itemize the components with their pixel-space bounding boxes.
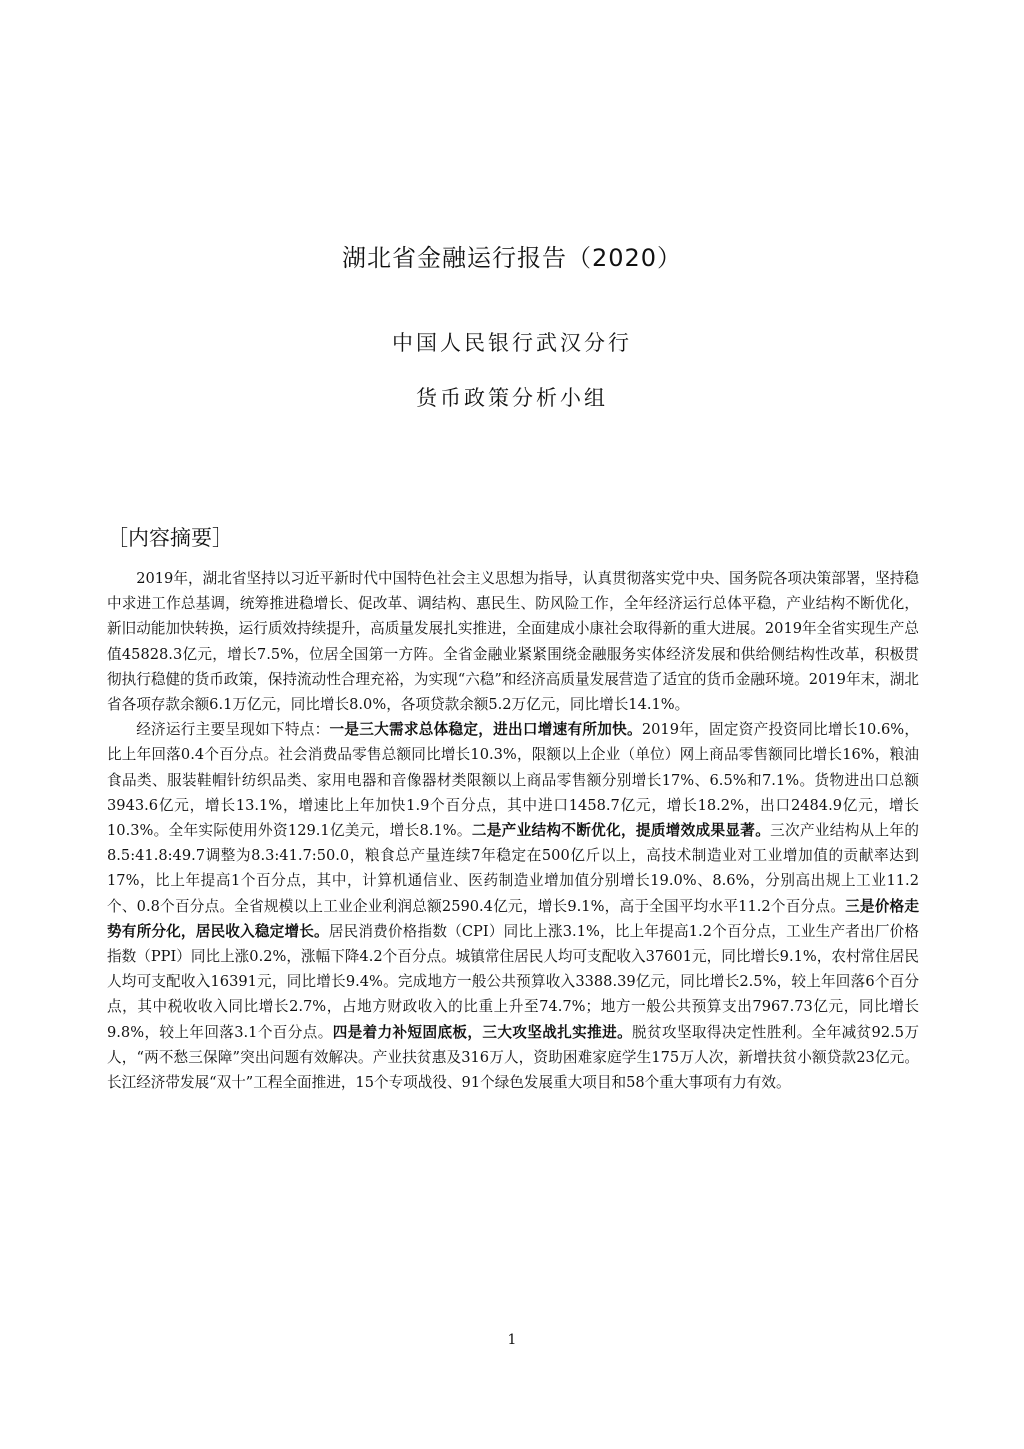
features-intro: 经济运行主要呈现如下特点： (136, 721, 330, 739)
abstract-heading: ［内容摘要］ (107, 526, 233, 550)
group-name: 货币政策分析小组 (416, 386, 608, 410)
feature-text-3: 居民消费价格指数（CPI）同比上涨3.1%，比上年提高1.2个百分点，工业生产者出厂价格指数（PPI）同比上涨0.2%，涨幅下降4.2个百分点。城镇常住居民人均可支配收入37601元，同比增长9.1%，农村常住居民人均可支配收入16391元，同比增长9.4%。完成地方一般公共预算收入3388.39亿元，同比增长2.5%，较上年回落6个百分点，其中税收收入同比增长2.7%，占地方财政收入的比重上升至74.7%；地方一般公共预算支出7967.73亿元，同比增长9.8%，较上年回落3.1个百分点。 (107, 922, 919, 1041)
feature-point-3: 三是价格走势有所分化，居民收入稳定增长。 (107, 897, 919, 940)
abstract-body (107, 566, 919, 1095)
feature-point-1: 一是三大需求总体稳定，进出口增速有所加快。 (329, 721, 642, 739)
organization-name: 中国人民银行武汉分行 (392, 331, 632, 355)
page-number: 1 (507, 1332, 517, 1348)
paragraph-features (107, 717, 919, 1095)
report-title: 湖北省金融运行报告（2020） (341, 244, 683, 272)
paragraph-overview: 2019年，湖北省坚持以习近平新时代中国特色社会主义思想为指导，认真贯彻落实党中央、国务院各项决策部署，坚持稳中求进工作总基调，统筹推进稳增长、促改革、调结构、惠民生、防风险工作，全年经济运行总体平稳，产业结构不断优化，新旧动能加快转换，运行质效持续提升，高质量发展扎实推进，全面建成小康社会取得新的重大进展。2019年全省实现生产总值45828.3亿元，增长7.5%，位居全国第一方阵。全省金融业紧紧围绕金融服务实体经济发展和供给侧结构性改革，积极贯彻执行稳健的货币政策，保持流动性合理充裕，为实现“六稳”和经济高质量发展营造了适宜的货币金融环境。2019年末，湖北省各项存款余额6.1万亿元，同比增长8.0%，各项贷款余额5.2万亿元，同比增长14.1%。 (107, 570, 919, 714)
feature-point-4: 四是着力补短固底板，三大攻坚战扎实推进。 (332, 1023, 633, 1041)
feature-text-4: 脱贫攻坚取得决定性胜利。全年减贫92.5万人，“两不愁三保障”突出问题有效解决。产业扶贫惠及316万人，资助困难家庭学生175万人次，新增扶贫小额贷款23亿元。长江经济带发展“双十”工程全面推进，15个专项战役、91个绿色发展重大项目和58个重大事项有力有效。 (107, 1023, 919, 1092)
feature-text-2: 三次产业结构从上年的8.5:41.8:49.7调整为8.3:41.7:50.0，粮食总产量连续7年稳定在500亿斤以上，高技术制造业对工业增加值的贡献率达到17%，比上年提高1个百分点，其中，计算机通信业、医药制造业增加值分别增长19.0%、8.6%，分别高出规上工业11.2个、0.8个百分点。全省规模以上工业企业利润总额2590.4亿元，增长9.1%，高于全国平均水平11.2个百分点。 (107, 822, 919, 915)
feature-text-1: 2019年，固定资产投资同比增长10.6%，比上年回落0.4个百分点。社会消费品零售总额同比增长10.3%，限额以上企业（单位）网上商品零售额同比增长16%，粮油食品类、服装鞋帽针纺织品类、家用电器和音像器材类限额以上商品零售额分别增长17%、6.5%和7.1%。货物进出口总额3943.6亿元，增长13.1%，增速比上年加快1.9个百分点，其中进口1458.7亿元，增长18.2%，出口2484.9亿元，增长10.3%。全年实际使用外资129.1亿美元，增长8.1%。 (107, 721, 919, 840)
feature-point-2: 二是产业结构不断优化，提质增效成果显著。 (471, 822, 771, 840)
